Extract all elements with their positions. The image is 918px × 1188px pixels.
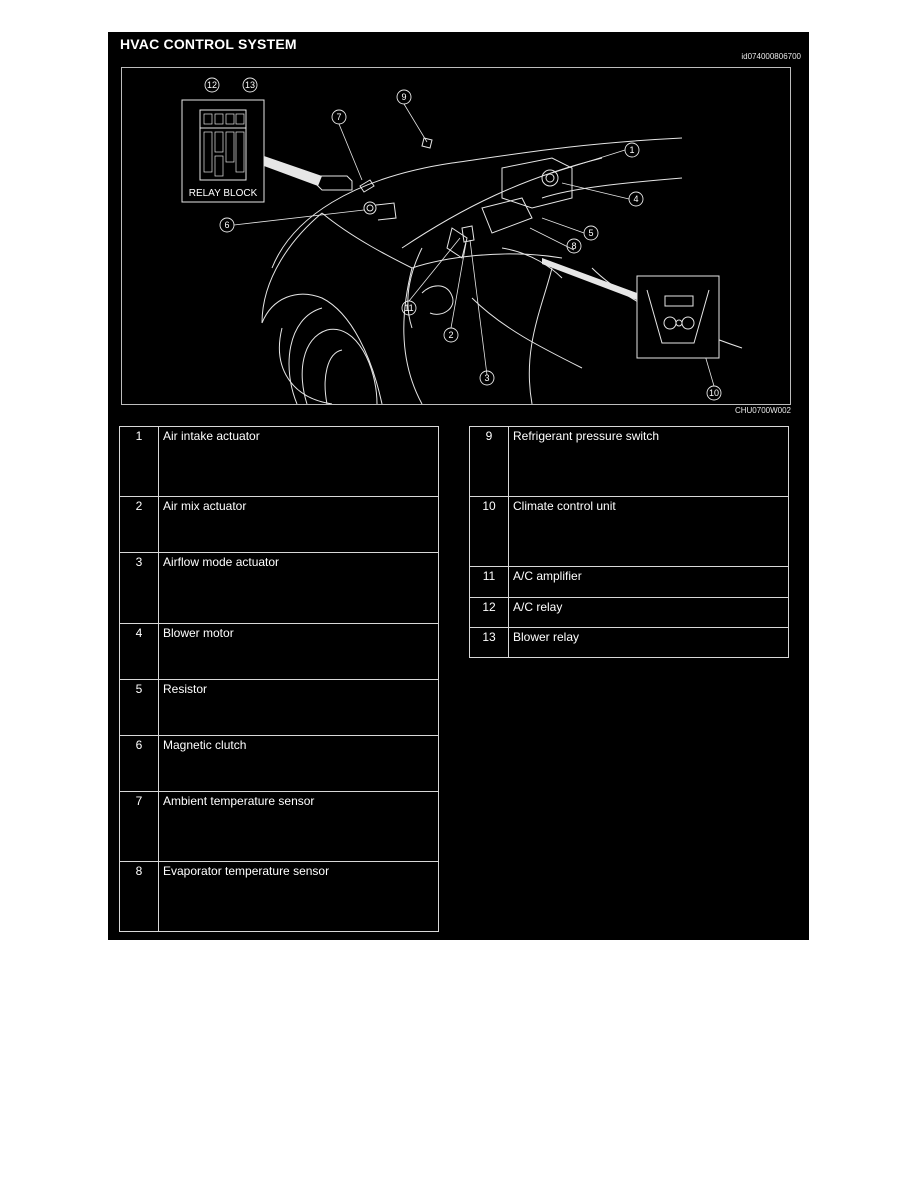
legend-table-right — [469, 426, 789, 658]
callout-label-8: 8 — [571, 241, 577, 251]
table-row — [470, 567, 789, 598]
item-number: 13 — [470, 628, 509, 658]
item-number: 11 — [470, 567, 509, 598]
car-diagram-illustration — [122, 68, 790, 404]
item-number: 4 — [120, 624, 159, 680]
callout-label-10: 10 — [708, 388, 720, 398]
table-row — [120, 862, 439, 932]
item-number: 2 — [120, 497, 159, 553]
page-title: HVAC CONTROL SYSTEM — [120, 36, 297, 52]
callout-label-5: 5 — [588, 228, 594, 238]
callout-label-1: 1 — [629, 145, 635, 155]
table-row — [470, 497, 789, 567]
callout-label-13: 13 — [244, 80, 256, 90]
item-number: 1 — [120, 427, 159, 497]
document-id: id074000806700 — [741, 52, 801, 61]
item-number: 5 — [120, 680, 159, 736]
item-label: Evaporator temperature sensor — [159, 862, 439, 932]
item-number: 6 — [120, 736, 159, 792]
figure-code: CHU0700W002 — [734, 406, 791, 415]
item-number: 9 — [470, 427, 509, 497]
item-number: 7 — [120, 792, 159, 862]
item-label: A/C amplifier — [509, 567, 789, 598]
relay-block-inset — [182, 100, 264, 202]
table-row — [120, 427, 439, 497]
table-row — [120, 497, 439, 553]
item-label: Air intake actuator — [159, 427, 439, 497]
item-number: 10 — [470, 497, 509, 567]
item-label: Airflow mode actuator — [159, 553, 439, 624]
item-label: Blower relay — [509, 628, 789, 658]
item-number: 3 — [120, 553, 159, 624]
table-row — [120, 624, 439, 680]
callout-label-7: 7 — [336, 112, 342, 122]
table-row — [120, 792, 439, 862]
item-label: A/C relay — [509, 598, 789, 628]
item-label: Air mix actuator — [159, 497, 439, 553]
callout-label-6: 6 — [224, 220, 230, 230]
callout-label-2: 2 — [448, 330, 454, 340]
item-label: Ambient temperature sensor — [159, 792, 439, 862]
table-row — [120, 553, 439, 624]
callout-label-9: 9 — [401, 92, 407, 102]
climate-control-inset — [637, 276, 719, 358]
callout-label-12: 12 — [206, 80, 218, 90]
table-row — [470, 427, 789, 497]
callout-label-3: 3 — [484, 373, 490, 383]
item-label: Refrigerant pressure switch — [509, 427, 789, 497]
item-label: Climate control unit — [509, 497, 789, 567]
component-location-diagram — [121, 67, 791, 405]
relay-block-label: RELAY BLOCK — [188, 188, 258, 199]
table-row — [120, 680, 439, 736]
table-row — [470, 628, 789, 658]
item-label: Blower motor — [159, 624, 439, 680]
item-label: Resistor — [159, 680, 439, 736]
table-row — [470, 598, 789, 628]
table-row — [120, 736, 439, 792]
item-label: Magnetic clutch — [159, 736, 439, 792]
legend-table-left — [119, 426, 439, 932]
callout-label-4: 4 — [633, 194, 639, 204]
item-number: 12 — [470, 598, 509, 628]
hvac-document-panel — [108, 32, 809, 940]
callout-label-11: 11 — [404, 303, 414, 313]
item-number: 8 — [120, 862, 159, 932]
